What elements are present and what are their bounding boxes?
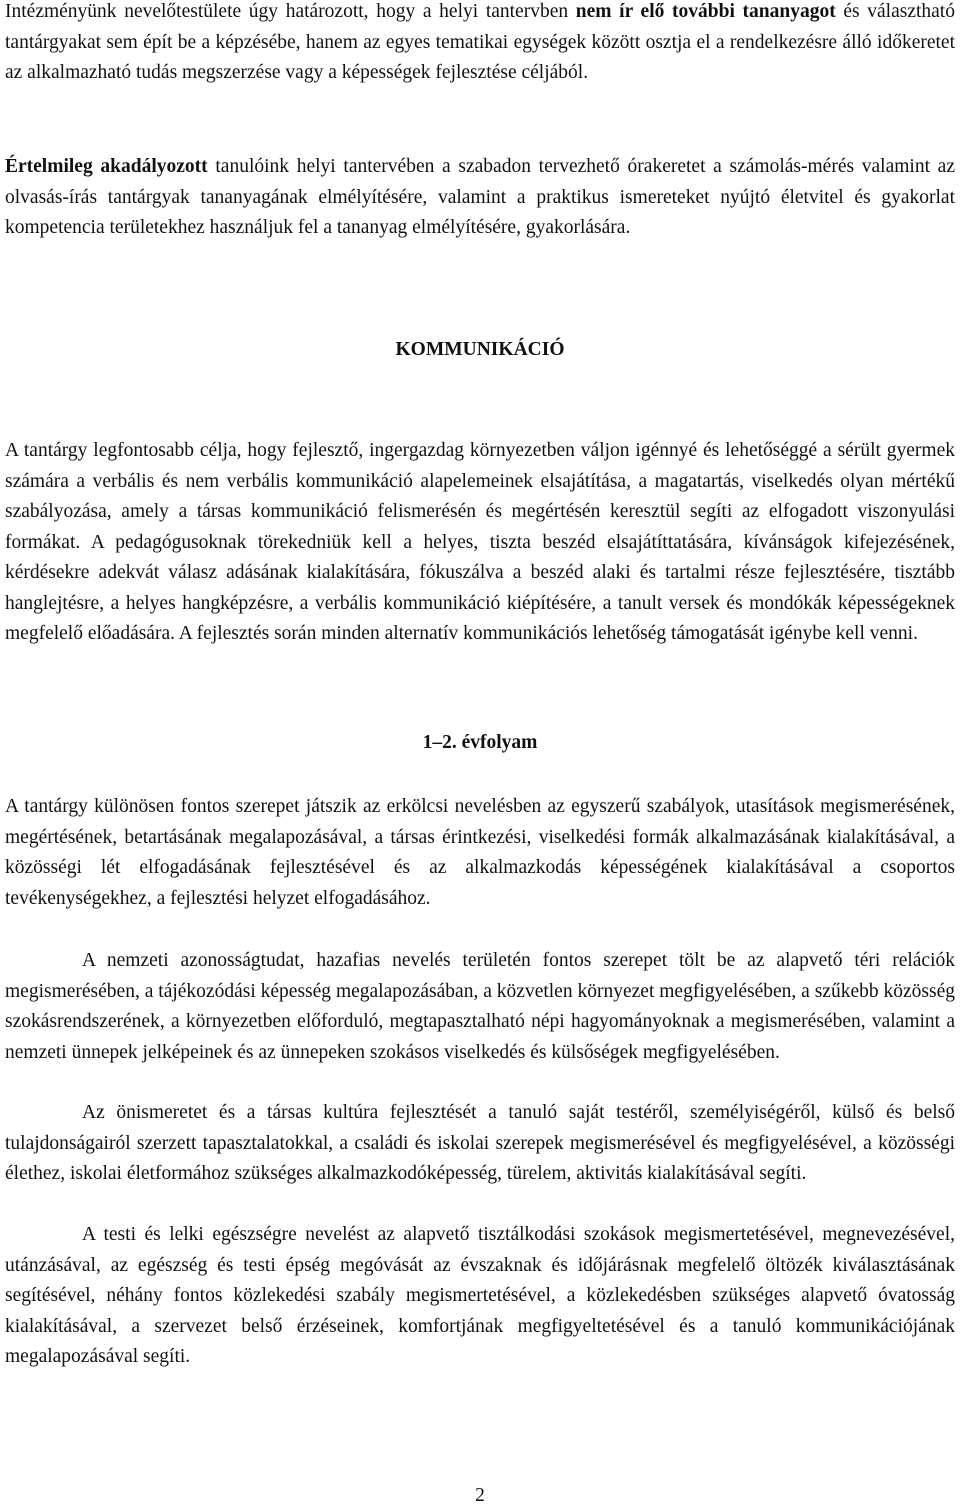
grade-paragraph-2: A nemzeti azonosságtudat, hazafias nevelés területén fontos szerepet tölt be az alapvető téri relációk megismerésében, a tájékozódási képesség megalapozásában, a közvetlen környezet megfigyelésében, a szűkebb közösség szokásrendszerének, a környezetben előforduló, megtapasztalható népi hagyományoknak a megismerésében, valamint a nemzeti ünnepek jelképeinek és az ünnepeken szokásos viselkedés és külsőségek megfigyelésében.: [5, 950, 955, 1063]
intro-paragraph-1: [5, 0, 955, 89]
intro-p1-before: Intézményünk nevelőtestülete úgy határozott, hogy a helyi tantervben: [5, 1, 576, 22]
grade-paragraph-4: A testi és lelki egészségre nevelést az alapvető tisztálkodási szokások megismertetésével, megnevezésével, utánzásával, az egészség és testi épség megóvását az évszaknak és időjárásnak megfelelő öltözék kiválasztásának segítésével, néhány fontos közlekedési szabály megismertetésével, a közlekedésben szükséges alapvető óvatosság kialakításával, a szervezet belső érzéseinek, komfortjának megfigyeltetésével és a tanuló kommunikációjának megalapozásával segíti.: [5, 1224, 955, 1367]
document-page: [5, 0, 955, 1509]
section-paragraph: A tantárgy legfontosabb célja, hogy fejlesztő, ingergazdag környezetben váljon igénnyé és lehetőséggé a sérült gyermek számára a verbális és nem verbális kommunikáció alapelemeinek elsajátítása, a magatartás, viselkedés olyan mértékű szabályozása, amely a társas kommunikáció felismerésén és megértésén keresztül segíti az elfogadott viszonyulási formákat. A pedagógusoknak törekedniük kell a helyes, tiszta beszéd elsajátíttatására, kívánságok kifejezésének, kérdésekre adekvát válasz adásának kialakítására, fókuszálva a beszéd alaki és tartalmi része fejlesztésére, tisztább hanglejtésre, a helyes hangképzésre, a verbális kommunikáció kiépítésére, a tanult versek és mondókák képességeknek megfelelő előadására. A fejlesztés során minden alternatív kommunikációs lehetőség támogatását igénybe kell venni.: [5, 440, 955, 644]
grade-title: 1–2. évfolyam: [422, 732, 538, 753]
page-number: 2: [475, 1485, 485, 1506]
grade-paragraph-3: Az önismeretet és a társas kultúra fejlesztését a tanuló saját testéről, személyiségéről, külső és belső tulajdonságairól szerzett tapasztalatokkal, a családi és iskolai szerepek megismerésével és megfigyelésével, a közösségi élethez, iskolai életformához szükséges alkalmazkodóképesség, türelem, aktivitás kialakításával segíti.: [5, 1102, 955, 1184]
intro-p2-emphasis: Értelmileg akadályozott: [5, 156, 208, 177]
grade-paragraph-1: A tantárgy különösen fontos szerepet játszik az erkölcsi nevelésben az egyszerű szabályok, utasítások megismerésének, megértésének, betartásának megalapozásával, a társas érintkezési, viselkedési formák alkalmazásának kialakításával, a közösségi lét elfogadásának fejlesztésével és az alkalmazkodás képességének kialakításával a csoportos tevékenységekhez, a fejlesztési helyzet elfogadásához.: [5, 796, 955, 909]
intro-paragraph-2: [5, 152, 955, 244]
section-title: KOMMUNIKÁCIÓ: [395, 339, 565, 360]
intro-p1-after: és választható tantárgyakat sem épít be a képzésébe, hanem az egyes tematikai egységek között osztja el a rendelkezésre álló időkeretet az alkalmazható tudás megszerzése vagy a képességek fejlesztése céljából.: [5, 1, 955, 83]
intro-p1-emphasis: nem ír elő további tananyagot: [575, 1, 836, 22]
intro-p2-after: tanulóink helyi tantervében a szabadon tervezhető órakeretet a számolás-mérés valamint az olvasás-írás tantárgyak tananyagának elmélyítésére, valamint a praktikus ismereteket nyújtó életvitel és gyakorlat kompetencia területekhez használjuk fel a tananyag elmélyítésére, gyakorlására.: [5, 156, 955, 238]
